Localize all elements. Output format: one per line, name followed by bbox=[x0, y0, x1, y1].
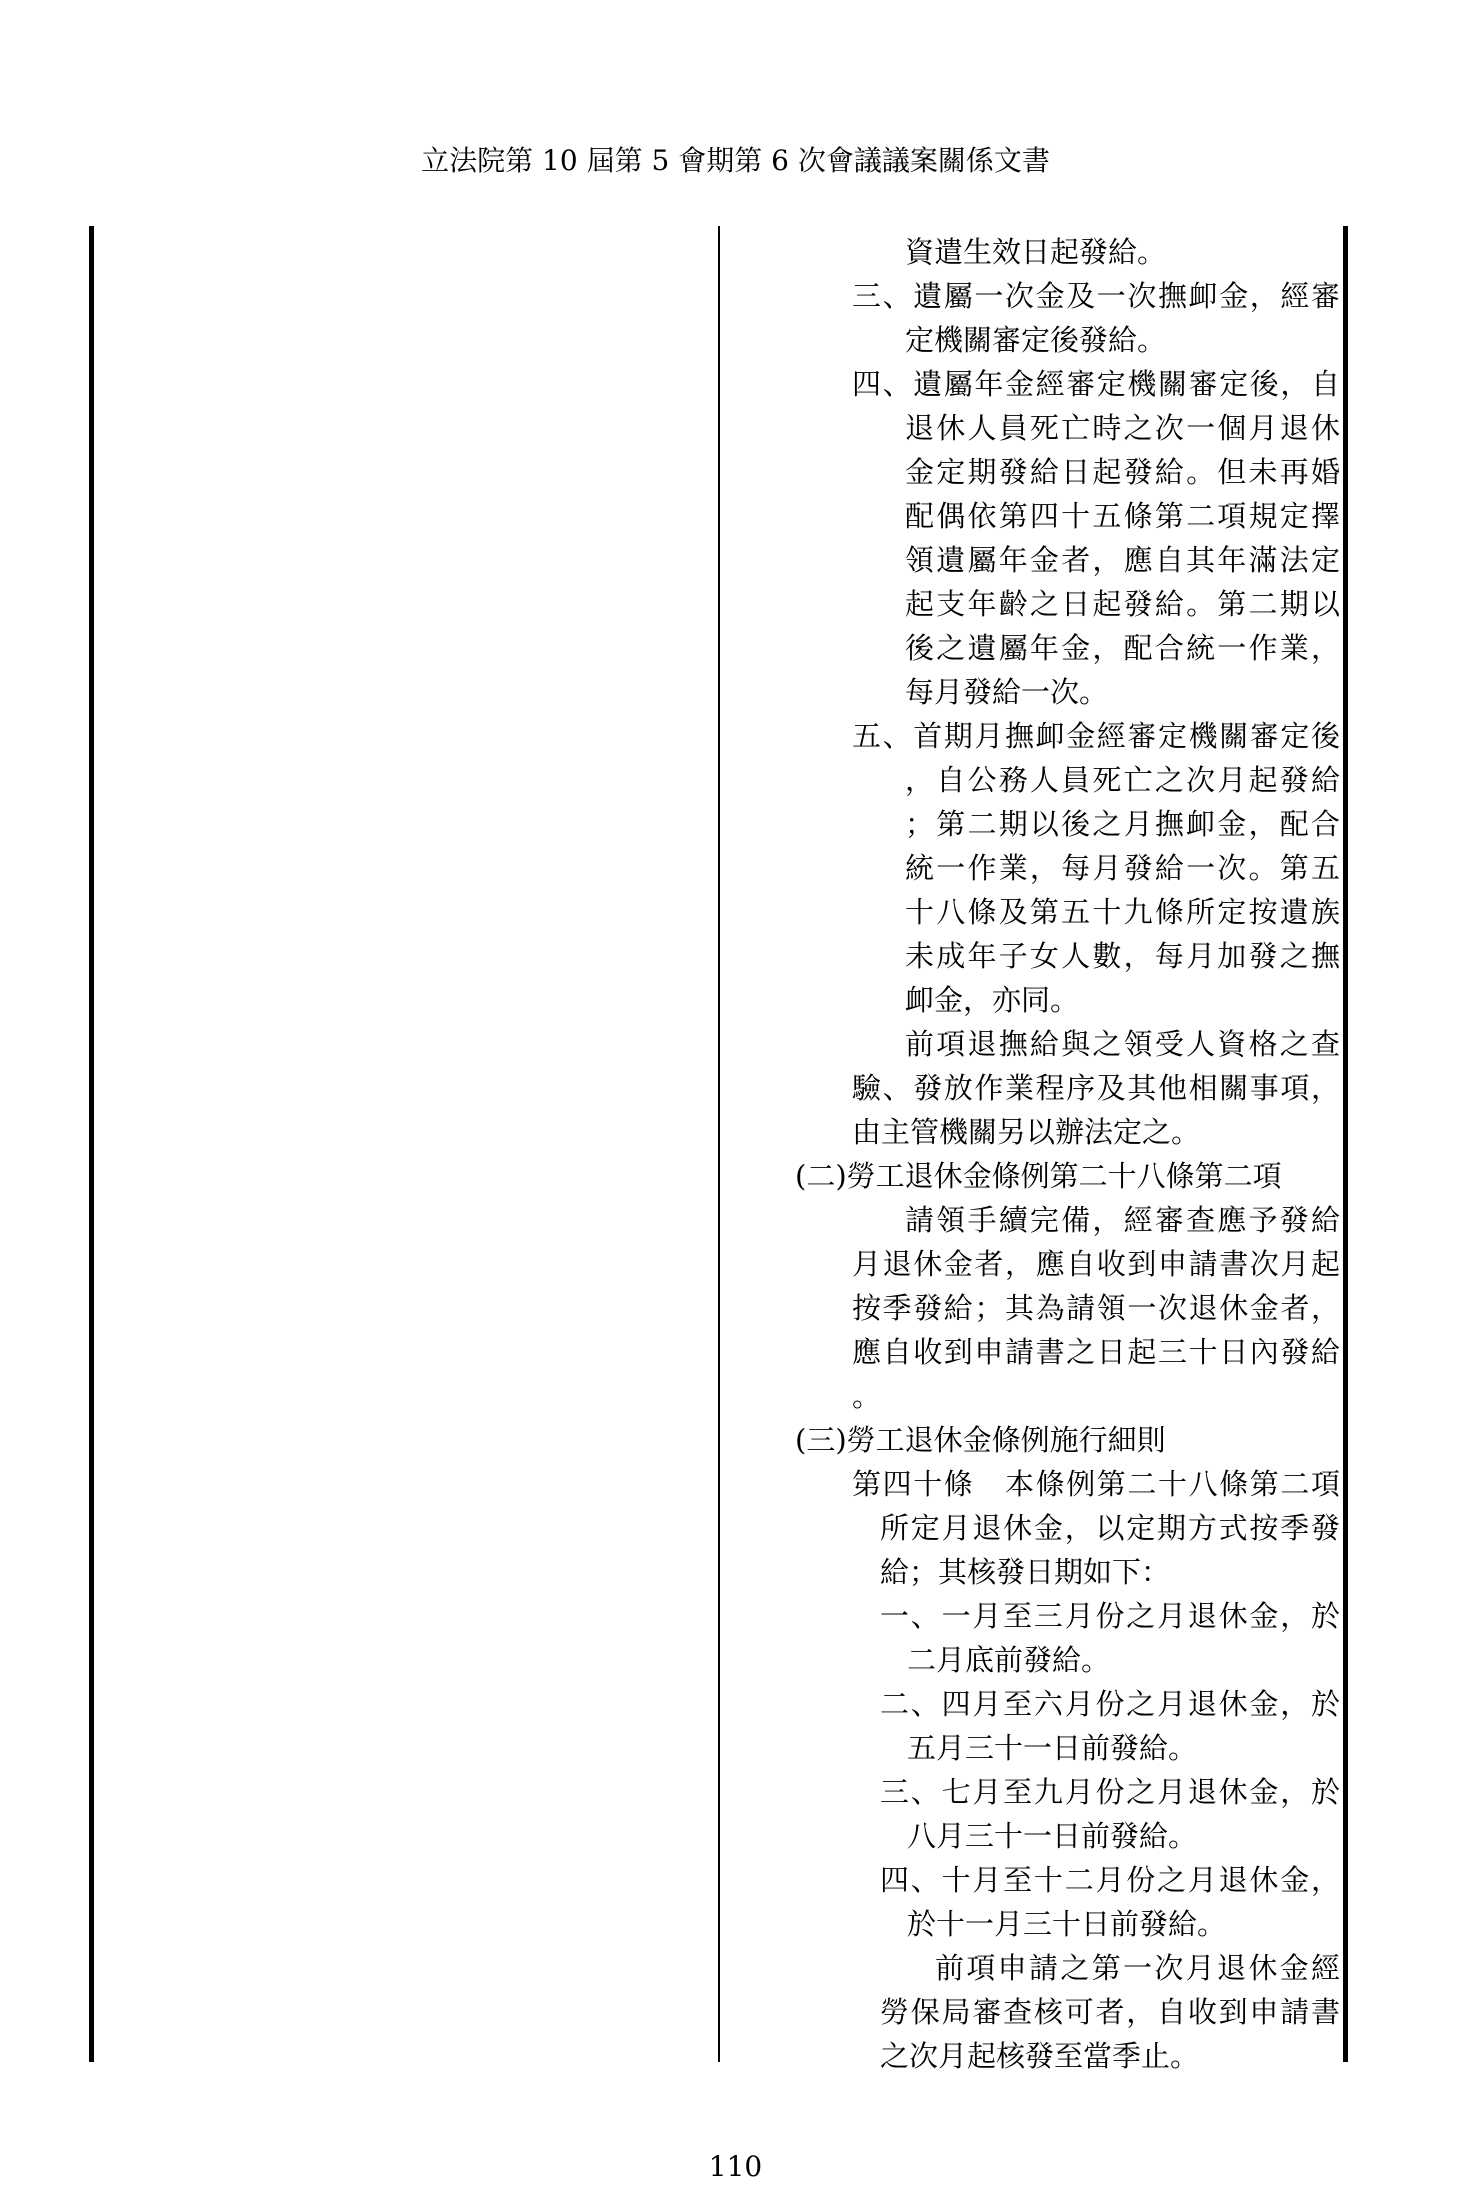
text-line: 未成年子女人數，每月加發之撫 bbox=[905, 939, 1340, 973]
text-line: 按季發給；其為請領一次退休金者， bbox=[852, 1291, 1340, 1325]
text-line: 二、四月至六月份之月退休金，於 bbox=[880, 1687, 1340, 1721]
text-line: 五月三十一日前發給。 bbox=[907, 1731, 1198, 1765]
text-line: 定機關審定後發給。 bbox=[905, 323, 1167, 357]
document-header: 立法院第 10 屆第 5 會期第 6 次會議議案關係文書 bbox=[421, 144, 1050, 177]
text-line: 四、遺屬年金經審定機關審定後，自 bbox=[852, 367, 1340, 401]
section-heading: (二)勞工退休金條例第二十八條第二項 bbox=[795, 1159, 1282, 1193]
table-left-border bbox=[89, 226, 94, 2062]
text-line: ，自公務人員死亡之次月起發給 bbox=[905, 763, 1340, 797]
text-line: 勞保局審查核可者，自收到申請書 bbox=[880, 1995, 1340, 2029]
text-line: 於十一月三十日前發給。 bbox=[907, 1907, 1227, 1941]
text-line: 後之遺屬年金，配合統一作業， bbox=[905, 631, 1340, 665]
text-line: ；第二期以後之月撫卹金，配合 bbox=[905, 807, 1340, 841]
text-line: 應自收到申請書之日起三十日內發給 bbox=[852, 1335, 1340, 1369]
text-line: 十八條及第五十九條所定按遺族 bbox=[905, 895, 1340, 929]
section-heading: (三)勞工退休金條例施行細則 bbox=[795, 1423, 1166, 1457]
text-line: 之次月起核發至當季止。 bbox=[880, 2039, 1200, 2073]
text-line: 驗、發放作業程序及其他相關事項， bbox=[852, 1071, 1340, 1105]
table-column-divider bbox=[718, 226, 720, 2062]
text-line: 配偶依第四十五條第二項規定擇 bbox=[905, 499, 1340, 533]
text-line: 資遣生效日起發給。 bbox=[905, 235, 1167, 269]
text-line: 第四十條 本條例第二十八條第二項 bbox=[852, 1467, 1340, 1501]
text-line: 起支年齡之日起發給。第二期以 bbox=[905, 587, 1340, 621]
text-line: 。 bbox=[852, 1379, 882, 1413]
text-line: 退休人員死亡時之次一個月退休 bbox=[905, 411, 1340, 445]
text-line: 月退休金者，應自收到申請書次月起 bbox=[852, 1247, 1340, 1281]
text-line: 前項申請之第一次月退休金經 bbox=[935, 1951, 1340, 1985]
text-line: 由主管機關另以辦法定之。 bbox=[852, 1115, 1201, 1149]
text-line: 金定期發給日起發給。但未再婚 bbox=[905, 455, 1340, 489]
text-line: 三、七月至九月份之月退休金，於 bbox=[880, 1775, 1340, 1809]
text-line: 二月底前發給。 bbox=[907, 1643, 1111, 1677]
text-line: 三、遺屬一次金及一次撫卹金，經審 bbox=[852, 279, 1340, 313]
text-line: 八月三十一日前發給。 bbox=[907, 1819, 1198, 1853]
page-number: 110 bbox=[708, 2150, 763, 2183]
text-line: 統一作業，每月發給一次。第五 bbox=[905, 851, 1340, 885]
text-line: 所定月退休金，以定期方式按季發 bbox=[880, 1511, 1340, 1545]
text-line: 每月發給一次。 bbox=[905, 675, 1109, 709]
text-line: 卹金，亦同。 bbox=[905, 983, 1080, 1017]
text-line: 領遺屬年金者，應自其年滿法定 bbox=[905, 543, 1340, 577]
text-line: 五、首期月撫卹金經審定機關審定後 bbox=[852, 719, 1340, 753]
text-line: 請領手續完備，經審查應予發給 bbox=[905, 1203, 1340, 1237]
text-line: 四、十月至十二月份之月退休金， bbox=[880, 1863, 1340, 1897]
text-line: 一、一月至三月份之月退休金，於 bbox=[880, 1599, 1340, 1633]
text-line: 給；其核發日期如下： bbox=[880, 1555, 1171, 1589]
table-right-border bbox=[1343, 226, 1348, 2062]
text-line: 前項退撫給與之領受人資格之查 bbox=[905, 1027, 1340, 1061]
